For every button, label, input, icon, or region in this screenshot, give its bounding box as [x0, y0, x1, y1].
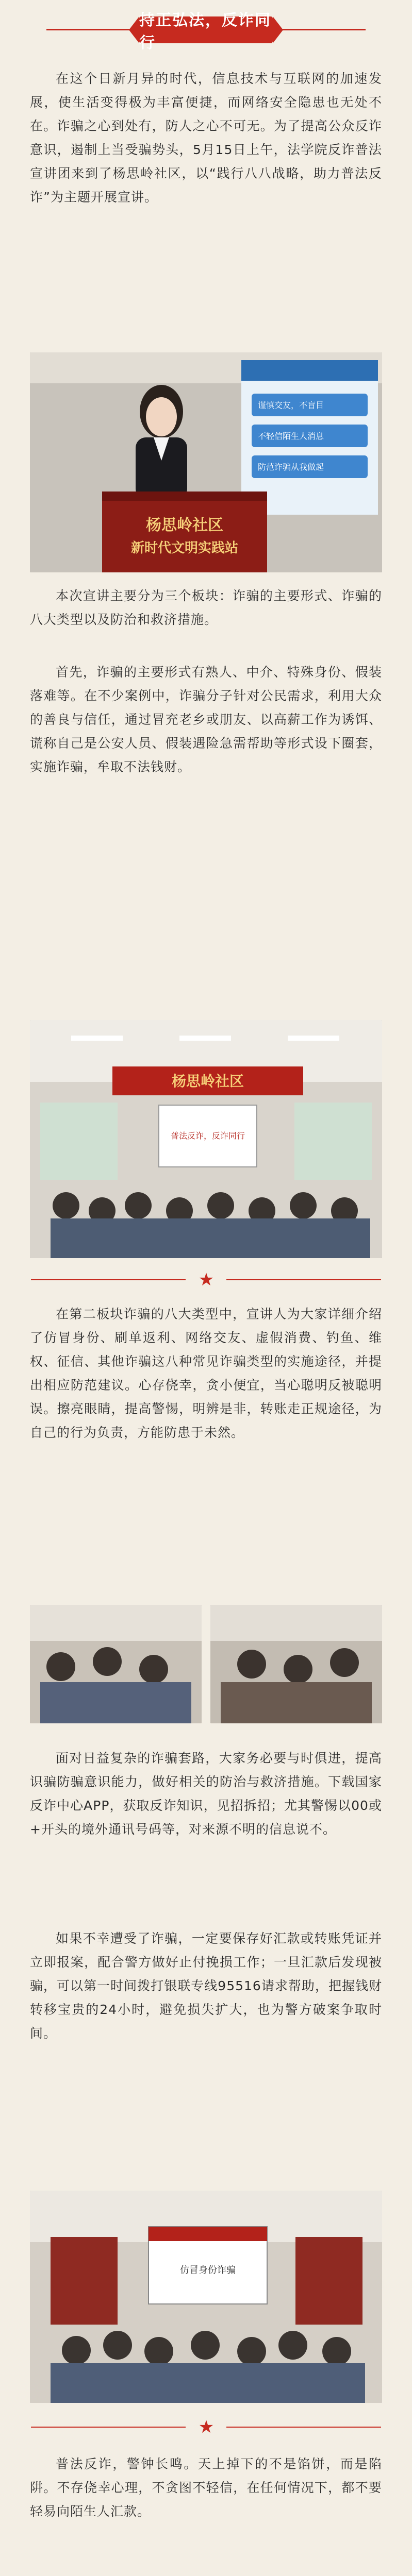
divider-left	[31, 1279, 186, 1280]
paragraph-intro: 在这个日新月异的时代，信息技术与互联网的加速发展，使生活变得极为丰富便捷，而网络安全隐患也无处不在。诈骗之心到处有，防人之心不可无。为了提高公众反诈意识，遏制上当受骗势头，5月15日上午，法学院反诈普法宣讲团来到了杨思岭社区，以“践行八八战略，助力普法反诈”为主题开展宣讲。	[30, 71, 382, 205]
paragraph-warning: 普法反诈，警钟长鸣。天上掉下的不是馅饼，而是陷阱。不存侥幸心理，不贪图不轻信，在任何情况下，都不要轻易向陌生人汇款。	[30, 2456, 382, 2519]
photo-audience-left-scene	[30, 1605, 202, 1723]
photo-audience-right	[210, 1605, 382, 1723]
podium-line-1: 杨思岭社区	[146, 516, 223, 534]
photo-hall	[30, 1020, 382, 1258]
slide-line-3: 防范诈骗从我做起	[258, 462, 324, 472]
divider-right	[226, 1279, 381, 1280]
slide-line-1: 谨慎交友，不盲目	[258, 400, 324, 410]
divider-left-2	[31, 2427, 186, 2428]
star-icon: ★	[198, 2417, 215, 2437]
photo-audience-left	[30, 1605, 202, 1723]
page-title: 持正弘法，反诈同行	[139, 16, 273, 43]
photo-presentation	[30, 2191, 382, 2403]
photo-presentation-scene	[30, 2191, 382, 2403]
divider-right-2	[226, 2427, 381, 2428]
photo-audience-right-scene	[210, 1605, 382, 1723]
photo-speaker-scene	[30, 352, 382, 572]
slide-line-2: 不轻信陌生人消息	[258, 431, 324, 441]
paragraph-forms: 首先，诈骗的主要形式有熟人、中介、特殊身份、假装落难等。在不少案例中，诈骗分子针对公民需求，利用大众的善良与信任，通过冒充老乡或朋友、以高薪工作为诱饵、谎称自己是公安人员、假装遇险急需帮助等形式设下圈套，实施诈骗，牟取不法钱财。	[30, 665, 382, 774]
star-icon: ★	[198, 1269, 215, 1290]
photo-hall-scene	[30, 1020, 382, 1258]
title-banner	[0, 11, 412, 52]
presentation-screen-title: 仿冒身份诈骗	[180, 2265, 236, 2276]
hall-screen-title: 普法反诈，反诈同行	[170, 1131, 245, 1141]
paragraph-prevention: 面对日益复杂的诈骗套路，大家务必要与时俱进，提高识骗防骗意识能力，做好相关的防治与救济措施。下载国家反诈中心APP，获取反诈知识，见招拆招；尤其警惕以00或+开头的境外通讯号码等，对来源不明的信息说不。	[30, 1751, 382, 1837]
paragraph-remedy: 如果不幸遭受了诈骗，一定要保存好汇款或转账凭证并立即报案，配合警方做好止付挽损工作；一旦汇款后发现被骗，可以第一时间拨打银联专线95516请求帮助，把握钱财转移宝贵的24小时，避免损失扩大，也为警方破案争取时间。	[30, 1931, 382, 2041]
photo-speaker	[30, 352, 382, 572]
hall-banner-text: 杨思岭社区	[171, 1073, 244, 1090]
podium-line-2: 新时代文明实践站	[130, 540, 239, 556]
paragraph-overview: 本次宣讲主要分为三个板块：诈骗的主要形式、诈骗的八大类型以及防治和救济措施。	[30, 588, 382, 627]
paragraph-types: 在第二板块诈骗的八大类型中，宣讲人为大家详细介绍了仿冒身份、刷单返利、网络交友、虚假消费、钓鱼、维权、征信、其他诈骗这八种常见诈骗类型的实施途径，并提出相应防范建议。心存侥幸，贪小便宜，当心聪明反被聪明误。擦亮眼睛，提高警惕，明辨是非，转账走正规途径，为自己的行为负责，方能防患于未然。	[30, 1307, 382, 1440]
